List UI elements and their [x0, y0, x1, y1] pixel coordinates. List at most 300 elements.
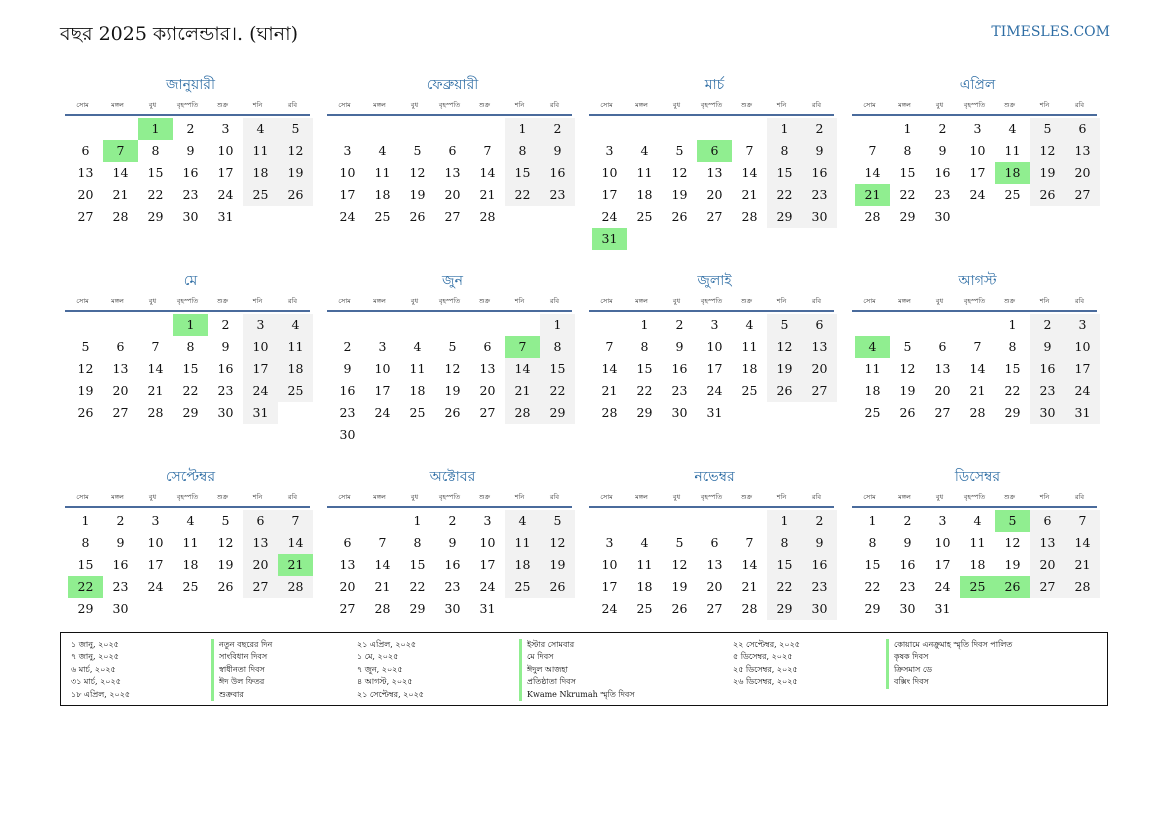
day-cell: 9 — [221, 339, 230, 354]
day-cell: 10 — [601, 165, 618, 180]
day-cell: 23 — [802, 184, 837, 206]
day-cell: 28 — [112, 209, 129, 224]
day-cell: 8 — [186, 339, 195, 354]
day-cell: 27 — [444, 209, 461, 224]
day-cell: 23 — [899, 579, 916, 594]
month-title: জানুয়ারী — [166, 77, 215, 93]
day-cell: 27 — [479, 405, 496, 420]
day-cell: 26 — [444, 405, 461, 420]
day-cell: 12 — [1030, 140, 1065, 162]
day-cell: 27 — [112, 405, 129, 420]
weekday-label: রবি — [1074, 492, 1085, 501]
day-cell: 26 — [899, 405, 916, 420]
day-cell: 8 — [767, 140, 802, 162]
day-cell: 2 — [802, 118, 837, 140]
day-cell: 24 — [374, 405, 391, 420]
weekday-label: সোম — [338, 492, 351, 501]
day-cell: 25 — [636, 601, 653, 616]
day-cell: 28 — [479, 209, 496, 224]
day-cell: 4 — [640, 535, 649, 550]
day-cell: 19 — [409, 187, 426, 202]
day-cell: 15 — [77, 557, 94, 572]
day-cell: 16 — [217, 361, 234, 376]
day-cell: 3 — [243, 314, 278, 336]
legend-entry: ২১ এপ্রিল, ২০২৫ — [357, 640, 417, 649]
weekday-label: শনি — [776, 100, 787, 109]
holiday-day-cell: 7 — [505, 336, 540, 358]
day-cell: 4 — [378, 143, 387, 158]
day-cell: 9 — [1030, 336, 1065, 358]
day-cell: 28 — [505, 402, 540, 424]
day-cell: 17 — [479, 557, 496, 572]
day-cell: 19 — [671, 579, 688, 594]
day-cell: 11 — [278, 336, 313, 358]
holiday-day-cell: 18 — [995, 162, 1030, 184]
weekday-header — [65, 488, 313, 506]
day-cell: 21 — [112, 187, 129, 202]
weekday-label: রবি — [287, 100, 298, 109]
weekday-label: বুধ — [148, 296, 157, 305]
day-cell: 26 — [671, 601, 688, 616]
day-cell: 22 — [899, 187, 916, 202]
day-cell: 28 — [1065, 576, 1100, 598]
holiday-day-cell: 21 — [855, 184, 890, 206]
day-cell: 8 — [903, 143, 912, 158]
weekday-label: সোম — [338, 296, 351, 305]
day-cell: 18 — [741, 361, 758, 376]
day-cell: 26 — [1030, 184, 1065, 206]
weekday-label: শুক্র — [216, 296, 229, 305]
day-cell: 20 — [243, 554, 278, 576]
legend-dates-col-3 — [733, 639, 800, 689]
day-cell: 31 — [243, 402, 278, 424]
weekday-label: বৃহস্পতি — [438, 296, 461, 305]
day-cell: 21 — [741, 579, 758, 594]
day-cell: 5 — [1030, 118, 1065, 140]
day-cell: 19 — [444, 383, 461, 398]
day-cell: 8 — [81, 535, 90, 550]
day-cell: 15 — [182, 361, 199, 376]
weekday-header — [852, 488, 1100, 506]
weekday-label: বুধ — [672, 296, 681, 305]
legend-entry: কোয়ামে এনক্রুমাহ স্মৃতি দিবস পালিত — [894, 640, 1013, 649]
day-cell: 6 — [802, 314, 837, 336]
day-cell: 13 — [77, 165, 94, 180]
day-cell: 12 — [1004, 535, 1021, 550]
day-cell: 6 — [1030, 510, 1065, 532]
day-cell: 1 — [767, 118, 802, 140]
day-cell: 5 — [221, 513, 230, 528]
weekday-label: বুধ — [410, 492, 419, 501]
weekday-label: শনি — [252, 100, 263, 109]
day-cell: 12 — [409, 165, 426, 180]
legend-entry: ৫ ডিসেম্বর, ২০২৫ — [733, 652, 793, 662]
day-cell: 6 — [81, 143, 90, 158]
day-cell: 6 — [710, 535, 719, 550]
day-cell: 10 — [934, 535, 951, 550]
month-calendar — [68, 270, 313, 444]
weekday-label: বৃহস্পতি — [700, 100, 723, 109]
day-cell: 31 — [706, 405, 723, 420]
month-title: জুন — [442, 273, 463, 289]
day-cell: 25 — [505, 576, 540, 598]
weekday-label: রবি — [287, 296, 298, 305]
month-calendar — [68, 466, 313, 640]
legend-entry: স্বাধীনতা দিবস — [219, 664, 265, 674]
weekday-label: বৃহস্পতি — [963, 100, 986, 109]
day-grid — [330, 508, 575, 640]
holiday-day-cell: 31 — [592, 228, 627, 250]
day-cell: 28 — [864, 209, 881, 224]
weekday-label: রবি — [549, 492, 560, 501]
day-cell: 24 — [479, 579, 496, 594]
day-cell: 1 — [640, 317, 649, 332]
day-cell: 6 — [243, 510, 278, 532]
month-calendar — [330, 466, 575, 640]
day-cell: 23 — [802, 576, 837, 598]
day-grid — [855, 116, 1100, 248]
weekday-label: শনি — [514, 296, 525, 305]
day-cell: 27 — [802, 380, 837, 402]
weekday-label: শনি — [252, 296, 263, 305]
month-title: ডিসেম্বর — [954, 469, 1001, 485]
weekday-label: বৃহস্পতি — [176, 100, 199, 109]
day-cell: 15 — [540, 358, 575, 380]
weekday-label: মঙ্গল — [635, 296, 648, 305]
day-cell: 7 — [378, 535, 387, 550]
legend-entry: ২৬ ডিসেম্বর, ২০২৫ — [733, 677, 798, 687]
weekday-header — [852, 96, 1100, 114]
day-cell: 16 — [339, 383, 356, 398]
holiday-day-cell: 4 — [855, 336, 890, 358]
day-cell: 21 — [374, 579, 391, 594]
holiday-day-cell: 5 — [995, 510, 1030, 532]
day-cell: 24 — [147, 579, 164, 594]
day-cell: 3 — [151, 513, 160, 528]
day-cell: 4 — [505, 510, 540, 532]
day-cell: 5 — [448, 339, 457, 354]
legend-entry: ৬ মার্চ, ২০২৫ — [71, 664, 116, 674]
weekday-label: সোম — [600, 492, 613, 501]
day-cell: 14 — [969, 361, 986, 376]
day-cell: 21 — [1065, 554, 1100, 576]
day-cell: 20 — [112, 383, 129, 398]
day-cell: 15 — [767, 554, 802, 576]
site-link[interactable]: TIMESLES.COM — [991, 24, 1110, 40]
day-cell: 24 — [706, 383, 723, 398]
day-cell: 2 — [116, 513, 125, 528]
day-cell: 11 — [243, 140, 278, 162]
month-title: মে — [183, 273, 198, 289]
day-cell: 13 — [444, 165, 461, 180]
day-cell: 9 — [343, 361, 352, 376]
day-cell: 12 — [77, 361, 94, 376]
day-cell: 24 — [601, 209, 618, 224]
day-cell: 12 — [278, 140, 313, 162]
legend-entry: ঈদুল আজহা — [527, 664, 568, 674]
month-calendar — [592, 270, 837, 444]
day-cell: 26 — [278, 184, 313, 206]
day-cell: 14 — [1065, 532, 1100, 554]
day-cell: 18 — [636, 579, 653, 594]
legend-entry: ক্রিসমাস ডে — [894, 664, 932, 674]
day-cell: 6 — [343, 535, 352, 550]
month-calendar — [592, 74, 837, 248]
day-cell: 25 — [636, 209, 653, 224]
day-cell: 14 — [741, 557, 758, 572]
day-cell: 10 — [706, 339, 723, 354]
legend-entry: ২২ সেপ্টেম্বর, ২০২৫ — [733, 640, 800, 649]
day-cell: 9 — [186, 143, 195, 158]
day-cell: 23 — [112, 579, 129, 594]
day-cell: 21 — [741, 187, 758, 202]
weekday-label: রবি — [811, 492, 822, 501]
legend-entry: ১ মে, ২০২৫ — [357, 652, 399, 662]
day-cell: 15 — [767, 162, 802, 184]
holiday-day-cell: 21 — [278, 554, 313, 576]
weekday-header — [589, 488, 837, 506]
weekday-label: শনি — [776, 492, 787, 501]
day-cell: 17 — [374, 383, 391, 398]
month-calendar — [68, 74, 313, 248]
day-cell: 4 — [243, 118, 278, 140]
day-cell: 9 — [802, 532, 837, 554]
day-cell: 29 — [409, 601, 426, 616]
day-cell: 17 — [969, 165, 986, 180]
day-cell: 3 — [221, 121, 230, 136]
day-cell: 12 — [899, 361, 916, 376]
legend-names-col-2 — [519, 639, 635, 701]
day-cell: 5 — [903, 339, 912, 354]
day-cell: 1 — [540, 314, 575, 336]
day-cell: 3 — [605, 535, 614, 550]
day-cell: 13 — [934, 361, 951, 376]
day-cell: 22 — [864, 579, 881, 594]
day-cell: 17 — [1065, 358, 1100, 380]
day-cell: 11 — [864, 361, 881, 376]
weekday-label: বুধ — [672, 492, 681, 501]
day-cell: 16 — [1030, 358, 1065, 380]
day-cell: 16 — [671, 361, 688, 376]
day-cell: 4 — [186, 513, 195, 528]
day-cell: 8 — [151, 143, 160, 158]
legend-names-col-3 — [886, 639, 1012, 689]
day-cell: 11 — [741, 339, 758, 354]
day-cell: 28 — [374, 601, 391, 616]
day-grid — [68, 116, 313, 248]
day-cell: 14 — [601, 361, 618, 376]
day-cell: 24 — [969, 187, 986, 202]
weekday-label: শুক্র — [478, 296, 491, 305]
day-cell: 16 — [182, 165, 199, 180]
day-cell: 10 — [374, 361, 391, 376]
day-cell: 20 — [706, 579, 723, 594]
holiday-day-cell: 6 — [697, 140, 732, 162]
day-cell: 25 — [182, 579, 199, 594]
day-cell: 28 — [147, 405, 164, 420]
weekday-label: মঙ্গল — [373, 296, 386, 305]
day-cell: 24 — [339, 209, 356, 224]
day-cell: 13 — [243, 532, 278, 554]
day-cell: 2 — [1030, 314, 1065, 336]
day-cell: 27 — [1065, 184, 1100, 206]
weekday-label: বুধ — [410, 296, 419, 305]
day-cell: 2 — [802, 510, 837, 532]
day-cell: 20 — [1030, 554, 1065, 576]
day-cell: 2 — [540, 118, 575, 140]
weekday-label: বুধ — [935, 100, 944, 109]
day-cell: 22 — [505, 184, 540, 206]
day-cell: 10 — [243, 336, 278, 358]
day-cell: 19 — [278, 162, 313, 184]
day-cell: 7 — [483, 143, 492, 158]
day-cell: 17 — [601, 579, 618, 594]
day-cell: 18 — [243, 162, 278, 184]
day-cell: 6 — [483, 339, 492, 354]
weekday-label: শুক্র — [478, 492, 491, 501]
weekday-label: শনি — [1039, 492, 1050, 501]
day-cell: 22 — [767, 576, 802, 598]
day-cell: 4 — [278, 314, 313, 336]
day-cell: 18 — [969, 557, 986, 572]
day-grid — [592, 508, 837, 640]
day-cell: 7 — [278, 510, 313, 532]
day-cell: 26 — [77, 405, 94, 420]
weekday-label: সোম — [338, 100, 351, 109]
day-cell: 11 — [1004, 143, 1021, 158]
day-cell: 26 — [540, 576, 575, 598]
day-cell: 23 — [1030, 380, 1065, 402]
day-cell: 11 — [374, 165, 391, 180]
day-cell: 15 — [505, 162, 540, 184]
legend-entry: মে দিবস — [527, 652, 554, 662]
day-cell: 5 — [767, 314, 802, 336]
page-title: বছর 2025 ক্যালেন্ডার।. (ঘানা) — [60, 23, 299, 45]
day-cell: 29 — [1004, 405, 1021, 420]
day-cell: 8 — [540, 336, 575, 358]
day-cell: 22 — [409, 579, 426, 594]
day-cell: 3 — [483, 513, 492, 528]
day-cell: 13 — [339, 557, 356, 572]
weekday-label: সোম — [76, 100, 89, 109]
day-cell: 17 — [147, 557, 164, 572]
day-cell: 1 — [1008, 317, 1017, 332]
day-cell: 25 — [1004, 187, 1021, 202]
day-cell: 25 — [243, 184, 278, 206]
day-cell: 7 — [973, 339, 982, 354]
weekday-label: বৃহস্পতি — [700, 492, 723, 501]
weekday-label: শুক্র — [740, 492, 753, 501]
legend-entry: ২১ সেপ্টেম্বর, ২০২৫ — [357, 689, 424, 699]
day-cell: 28 — [969, 405, 986, 420]
legend-entry: ৭ জানু, ২০২৫ — [71, 652, 119, 662]
day-cell: 22 — [767, 184, 802, 206]
weekday-label: শুক্র — [740, 100, 753, 109]
weekday-label: বুধ — [410, 100, 419, 109]
day-cell: 4 — [413, 339, 422, 354]
day-cell: 30 — [444, 601, 461, 616]
weekday-header — [327, 488, 575, 506]
day-cell: 31 — [934, 601, 951, 616]
weekday-label: মঙ্গল — [373, 492, 386, 501]
day-cell: 8 — [505, 140, 540, 162]
day-cell: 16 — [899, 557, 916, 572]
day-cell: 13 — [1065, 140, 1100, 162]
day-cell: 30 — [802, 206, 837, 228]
day-cell: 21 — [479, 187, 496, 202]
day-cell: 5 — [413, 143, 422, 158]
day-cell: 8 — [413, 535, 422, 550]
day-cell: 2 — [186, 121, 195, 136]
day-cell: 24 — [217, 187, 234, 202]
weekday-label: বৃহস্পতি — [700, 296, 723, 305]
day-cell: 29 — [147, 209, 164, 224]
day-cell: 26 — [767, 380, 802, 402]
day-cell: 25 — [864, 405, 881, 420]
day-cell: 12 — [444, 361, 461, 376]
legend-entry: ১৮ এপ্রিল, ২০২৫ — [71, 689, 131, 699]
weekday-label: সোম — [863, 100, 876, 109]
month-title: এপ্রিল — [959, 77, 996, 93]
month-title: জুলাই — [697, 273, 732, 289]
day-cell: 29 — [182, 405, 199, 420]
day-cell: 11 — [505, 532, 540, 554]
weekday-header — [65, 96, 313, 114]
day-cell: 22 — [540, 380, 575, 402]
day-cell: 18 — [636, 187, 653, 202]
day-cell: 10 — [969, 143, 986, 158]
day-cell: 15 — [147, 165, 164, 180]
weekday-header — [852, 292, 1100, 310]
day-cell: 17 — [339, 187, 356, 202]
day-cell: 27 — [243, 576, 278, 598]
day-cell: 15 — [1004, 361, 1021, 376]
weekday-label: শনি — [252, 492, 263, 501]
day-cell: 11 — [409, 361, 426, 376]
weekday-label: রবি — [1074, 296, 1085, 305]
day-cell: 13 — [1030, 532, 1065, 554]
day-cell: 30 — [1030, 402, 1065, 424]
day-cell: 14 — [374, 557, 391, 572]
day-cell: 3 — [973, 121, 982, 136]
weekday-label: শুক্র — [216, 100, 229, 109]
day-cell: 3 — [378, 339, 387, 354]
month-title: নভেম্বর — [694, 469, 735, 485]
day-cell: 15 — [864, 557, 881, 572]
day-cell: 10 — [339, 165, 356, 180]
day-cell: 18 — [182, 557, 199, 572]
day-cell: 11 — [969, 535, 986, 550]
weekday-label: সোম — [76, 296, 89, 305]
day-cell: 8 — [767, 532, 802, 554]
day-cell: 30 — [182, 209, 199, 224]
month-calendar — [330, 270, 575, 444]
day-cell: 2 — [675, 317, 684, 332]
day-cell: 27 — [934, 405, 951, 420]
day-cell: 18 — [864, 383, 881, 398]
day-cell: 30 — [802, 598, 837, 620]
day-cell: 4 — [745, 317, 754, 332]
day-cell: 14 — [479, 165, 496, 180]
day-cell: 26 — [217, 579, 234, 594]
day-cell: 11 — [636, 165, 653, 180]
day-cell: 12 — [217, 535, 234, 550]
holiday-day-cell: 1 — [138, 118, 173, 140]
day-cell: 2 — [221, 317, 230, 332]
day-cell: 14 — [278, 532, 313, 554]
day-cell: 24 — [243, 380, 278, 402]
weekday-label: শুক্র — [478, 100, 491, 109]
